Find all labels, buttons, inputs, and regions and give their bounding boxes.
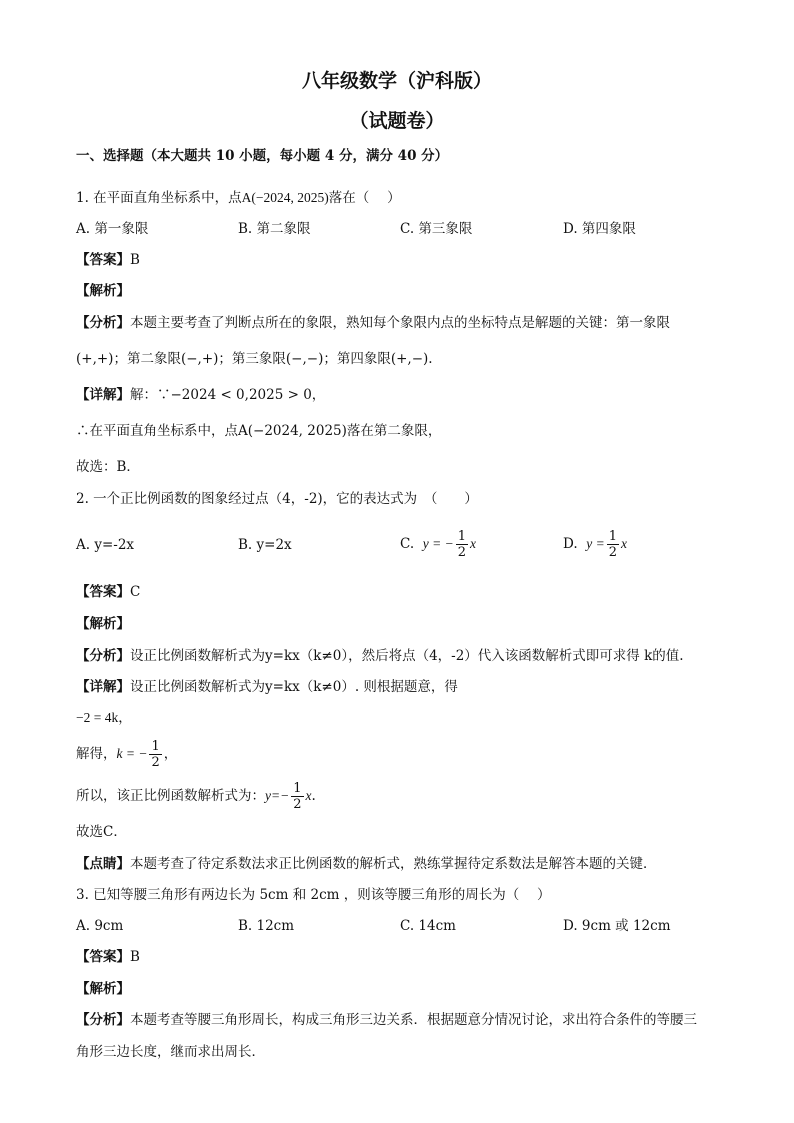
document-subtitle: （试题卷） (349, 110, 445, 132)
q2-result (76, 776, 316, 816)
q2-dianjing (76, 854, 657, 874)
q2-fenxi (76, 646, 684, 666)
q2-option-d-num: 1 (608, 529, 617, 544)
q2-option-c-fraction (456, 529, 468, 560)
q2-result-post: . (311, 788, 316, 804)
q2-option-d-var: x (621, 536, 627, 551)
q2-dianjing-text: 本题考查了待定系数法求正比例函数的解析式，熟练掌握待定系数法是解答本题的关键． (130, 856, 657, 872)
q3-option-c: C. 14cm (400, 918, 456, 934)
q3-answer-value: B (130, 949, 140, 965)
q3-answer (76, 947, 140, 967)
q2-solve-num: 1 (151, 739, 160, 754)
q2-result-den: 2 (293, 797, 302, 812)
q2-fenxi-tag: 【分析】 (76, 648, 130, 664)
q1-conclusion: 故选：B． (76, 459, 140, 475)
q1-fenxi-tag: 【分析】 (76, 315, 130, 331)
q2-stem: 2. 一个正比例函数的图象经过点（4，-2)，它的表达式为 （ ） (76, 491, 478, 507)
q1-stem-pre: 1. 在平面直角坐标系中，点 (76, 190, 242, 206)
q3-analysis-tag: 【解析】 (76, 981, 130, 997)
q1-fenxi-text1: 本题主要考查了判断点所在的象限，熟知每个象限内点的坐标特点是解题的关键：第一象限 (130, 315, 670, 331)
q2-answer (76, 582, 140, 602)
document-title: 八年级数学（沪科版） (301, 70, 492, 92)
q2-option-d-label: D. (563, 536, 578, 552)
q1-option-c: C. 第三象限 (400, 221, 473, 237)
q2-option-c-var: x (469, 536, 476, 551)
q1-detail-line1 (76, 385, 325, 405)
q2-fenxi-text: 设正比例函数解析式为y=kx（k≠0），然后将点（4，-2）代入该函数解析式即可求得 k的值. (130, 648, 684, 664)
q1-analysis-tag: 【解析】 (76, 283, 130, 299)
q3-option-a: A. 9cm (76, 918, 124, 934)
q2-result-num: 1 (293, 781, 302, 796)
section-heading: 一、选择题（本大题共 10 小题，每小题 4 分，满分 40 分） (76, 148, 449, 164)
q3-answer-tag: 【答案】 (76, 949, 130, 965)
q1-detail-tag: 【详解】 (76, 387, 130, 403)
q1-answer-tag: 【答案】 (76, 252, 130, 268)
q2-solve-post: ， (163, 746, 178, 762)
q1-stem (76, 188, 401, 208)
q2-result-fraction (291, 781, 303, 812)
q2-option-a: A. y=-2x (76, 537, 135, 553)
q2-solve-fraction (149, 739, 161, 770)
q2-detail (76, 677, 458, 697)
q3-fenxi-text1: 本题考查等腰三角形周长，构成三角形三边关系．根据题意分情况讨论，求出符合条件的等腰三 (130, 1012, 697, 1028)
q2-option-d-fraction (607, 529, 619, 560)
q3-fenxi-line2: 角形三边长度，继而求出周长． (76, 1044, 265, 1060)
q2-option-c-num: 1 (457, 529, 466, 544)
q1-detail-line2: ∴在平面直角坐标系中，点A(−2024, 2025)落在第二象限， (76, 423, 442, 439)
q1-answer (76, 250, 140, 270)
q2-detail-tag: 【详解】 (76, 679, 130, 695)
q1-detail-text1: 解：∵−2024 < 0,2025 > 0， (130, 387, 326, 403)
q2-option-c-expr: y = − (422, 536, 454, 551)
q2-answer-tag: 【答案】 (76, 584, 130, 600)
q2-option-d (563, 524, 627, 564)
q1-answer-value: B (130, 252, 140, 268)
q2-option-c (400, 524, 476, 564)
q2-option-b: B. y=2x (238, 537, 292, 553)
q2-result-expr: y=− (265, 788, 290, 803)
q1-fenxi-line1 (76, 313, 670, 333)
q3-fenxi-tag: 【分析】 (76, 1012, 130, 1028)
q2-option-c-label: C. (400, 536, 415, 552)
q1-option-b: B. 第二象限 (238, 221, 311, 237)
q2-solve-pre: 解得， (76, 746, 117, 762)
q3-fenxi-line1 (76, 1010, 697, 1030)
q2-result-var: x (305, 788, 312, 803)
q2-analysis-tag: 【解析】 (76, 616, 130, 632)
q2-detail-text: 设正比例函数解析式为y=kx（k≠0）. 则根据题意，得 (130, 679, 458, 695)
q2-solve (76, 734, 177, 774)
q2-solve-expr: k = − (116, 746, 148, 761)
q2-option-d-den: 2 (608, 545, 617, 560)
q3-stem: 3. 已知等腰三角形有两边长为 5cm 和 2cm ，则该等腰三角形的周长为（ ） (76, 887, 551, 903)
q1-fenxi-line2: (+,+)；第二象限(−,+)；第三象限(−,−)；第四象限(+,−). (76, 351, 433, 367)
q3-option-d: D. 9cm 或 12cm (563, 918, 671, 934)
q3-option-b: B. 12cm (238, 918, 295, 934)
q2-dianjing-tag: 【点睛】 (76, 856, 130, 872)
q1-point: A(−2024, 2025) (241, 190, 329, 205)
q2-conclusion: 故选C． (76, 824, 127, 840)
q2-answer-value: C (130, 584, 141, 600)
q2-result-pre: 所以，该正比例函数解析式为： (76, 788, 265, 804)
q2-equation: −2 = 4k， (76, 710, 132, 725)
q1-option-d: D. 第四象限 (563, 221, 636, 237)
q1-stem-post: 落在（ ） (328, 190, 401, 206)
q2-option-c-den: 2 (457, 545, 466, 560)
q1-option-a: A. 第一象限 (76, 221, 149, 237)
q2-option-d-expr: y = (586, 536, 605, 551)
q2-solve-den: 2 (151, 755, 160, 770)
